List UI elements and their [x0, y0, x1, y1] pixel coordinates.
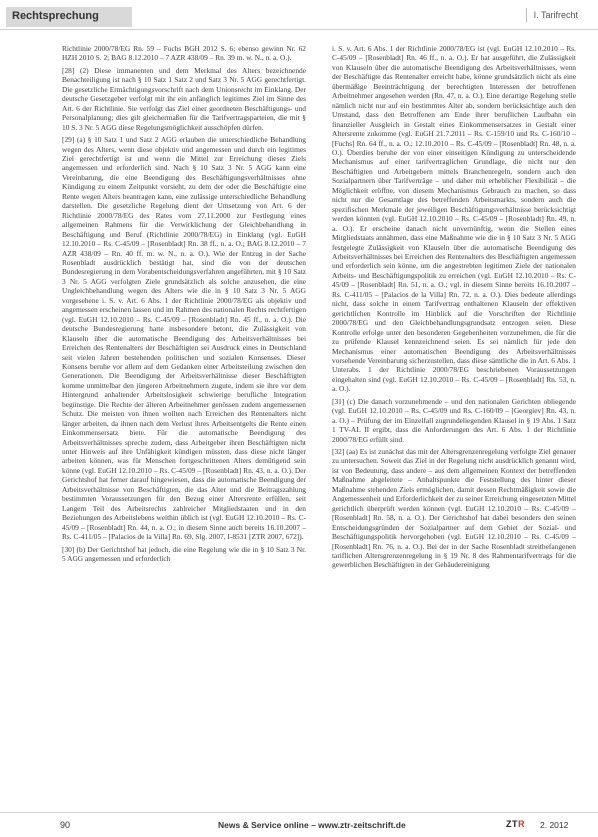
paragraph: [29] (a) § 10 Satz 1 und Satz 2 AGG erlauben die unterschiedliche Behandlung wegen des Alters, wenn diese objektiv und angemessen und durch ein legitimes Ziel gerechtfertigt ist und wenn die Mittel zur Erreichung dieses Ziels angemessen und erforderlich sind. Nach § 10 Satz 3 Nr. 5 AGG kann eine Vereinbarung, die eine Beendigung des Beschäftigungsverhältnisses ohne Kündigung zu einem Zeitpunkt vorsieht, zu dem der oder die Beschäftigte eine Rente wegen Alters beantragen kann, eine zulässige unterschiedliche Behandlung darstellen. Die gesetzliche Regelung dient der Umsetzung von Art. 6 der Richtlinie 2000/78/EG des Rates vom 27.11.2000 zur Festlegung eines allgemeinen Rahmens für die Verwirklichung der Gleichbehandlung in Beschäftigung und Beruf (Richtlinie 2000/78/EG) in Einklang (vgl. EuGH 12.10.2010 – Rs. C-45/09 – [Rosenbladt] Rn. 38 ff., n. a. O.; BAG 8.12.2010 – 7 AZR 438/09 – Rn. 40 ff. m. w. N., n. a. O.). Wie der Entzug in der Sache Rosenbladt ausdrücklich bestätigt hat, sind die von der deutschen Bundesregierung in dem Vorabentscheidungsverfahren angeführten, mit § 10 Satz 3 Nr. 5 AGG verfolgten Ziele grundsätzlich als solche anzusehen, die eine Ungleichbehandlung wegen des Alters wie die in § 10 Satz 3 Nr. 5 AGG vorgesehene i. S. v. Art. 6 Abs. 1 der Richtlinie 2000/78/EG als objektiv und angemessen erscheinen lassen und im Rahmen des nationalen Rechts rechtfertigen (vgl. EuGH 12.10.2010 – Rs. C-45/09 – [Rosenbladt] Rn. 45 ff., n. a. O.). Die deutsche Bundesregierung hatte insbesondere betont, die Zulässigkeit von Klauseln über die automatische Beendigung des Arbeitsverhältnisses bei Erreichen des Rentenalters der Beschäftigten sei Ausdruck eines in Deutschland seit vielen Jahren bestehenden politischen und sozialen Konsenses. Dieser Konsens beruhe vor allem auf dem Gedanken einer Arbeitsteilung zwischen den Generationen. Die Beendigung der Arbeitsverhältnisse dieser Beschäftigten komme unmittelbar den jüngeren Arbeitnehmern zugute, indem sie ihre vor dem Hintergrund anhaltender Arbeitslosigkeit schwierige berufliche Integration begünstige. Die Rechte der älteren Arbeitnehmer genössen zudem angemessenen Schutz. Die meisten von ihnen wollten nach Erreichen des Rentenalters nicht länger arbeiten, da ihnen nach dem Verlust ihres Arbeitsentgelts die Rente einen Einkommensersatz biete. Für die automatische Beendigung des Arbeitsverhältnisses spreche zudem, dass Arbeitgeber ihren Beschäftigten nicht unter Hinweis auf ihre Unfähigkeit kündigen müssten, dass diese nicht länger arbeiten können, was für Menschen fortgeschrittenen Alters demütigend sein könne (vgl. EuGH 12.10.2010 – Rs. C-45/09 – [Rosenbladt] Rn. 43, n. a. O.). Der Gerichtshof hat ferner darauf hingewiesen, dass die automatische Beendigung der Arbeitsverhältnisse von Beschäftigten, die das Alter und die Beitragszahlung bestimmten Voraussetzungen für den Bezug einer Altersrente erfüllen, seit Langem Teil des Arbeitsrechts zahlreicher Mitgliedstaaten und in den Beziehungen des Arbeitslebens weithin üblich ist (vgl. EuGH 12.10.2010 – Rs. C-45/09 – [Rosenbladt] Rn. 44, n. a. O.; in diesem Sinne auch bereits 16.10.2007 – Rs. C-411/05 – [Palacios de la Villa] Rn. 69, Slg. 2007, I-8531 [ZTR 2007, 672]). — [62, 135, 306, 542]
paragraph: [28] (2) Diese immanenten und dem Merkmal des Alters bezeichnende Benachteiligung ist nach § 10 Satz 1 Satz 2 und Satz 3 Nr. 5 AGG gerechtfertigt. Die gesetzliche Ermächtigungsvorschrift nach dem Unionsrecht im Einklang. Der deutsche Gesetzgeber verfolgt mit ihr ein anfänglich legitimes Ziel im Sinne des Art. 6 der Richtlinie. Sie verfolgt das Ziel einer geordneten Beschäftigungs- und Personalplanung; dies gilt gleichermaßen für die Tarifvertragsparteien, die mit § 10 S. 3 Nr. 5 AGG diese Regelungsmöglichkeit ausschöpfen dürfen. — [62, 65, 306, 132]
paragraph: [30] (b) Der Gerichtshof hat jedoch, die eine Regelung wie die in § 10 Satz 3 Nr. 5 AGG angemessen und erforderlich — [62, 544, 306, 564]
section-label: Rechtsprechung — [6, 7, 132, 27]
page-number: 90 — [60, 820, 71, 830]
paragraph: Richtlinie 2000/78/EG Rn. 59 – Fuchs BGH 2012 S. 6; ebenso gewinn Nr. 62 HZH 2010 S. 2; BAG 8.12.2010 – 7 AZR 438/09 – Rn. 39 m. w. N., n. a. O.). — [62, 44, 306, 63]
website-link[interactable]: News & Service online – www.ztr-zeitschrift.de — [218, 820, 406, 830]
logo-main-text: ZT — [506, 819, 518, 829]
journal-logo — [506, 819, 525, 829]
page-footer — [0, 812, 598, 837]
paragraph: [32] (aa) Es ist zunächst das mit der Altersgrenzenregelung verfolgte Ziel genauer zu untersuchen. Soweit das Ziel in der Regelung nicht ausdrücklich genannt wird, ist von Bedeutung, dass andere – aus dem allgemeinen Kontext der betreffenden Maßnahme abgeleitete – Anhaltspunkte die Feststellung des hinter dieser Maßnahme stehenden Ziels ermöglichen, damit dessen Rechtmäßigkeit sowie die Angemessenheit und Erforderlichkeit der zu seiner Erreichung eingesetzten Mittel gerichtlich überprüft werden können (vgl. EuGH 12.10.2010 – Rs. C-45/09 – [Rosenbladt] Rn. 58, n. a. O.). Der Gerichtshof hat dabei besonders den seinen Entscheidungsgründen der Sozialpartner auf dem Gebiet der Sozial- und Beschäftigungspolitik hervorgehoben (vgl. EuGH 12.10.2010 – Rs. C-45/09 – [Rosenbladt] Rn. 76, n. a. O.). Bei der in der Sache Rosenbladt streitbefangenen tariflichen Altersgrenzenregelung in § 19 Nr. 8 des Rahmentarifvertrags für die gewerblichen Beschäftigten in der Gebäudereinigung — [332, 447, 576, 570]
paragraph: i. S. v. Art. 6 Abs. 1 der Richtlinie 2000/78/EG ist (vgl. EuGH 12.10.2010 – Rs. C-45/09 – [Rosenbladt] Rn. 46 ff., n. a. O.). Er hat ausgeführt, die Zulässigkeit von Klauseln über die automatische Beendigung des Arbeitsverhältnisses, wenn der Beschäftigte das Rentenalter erreicht habe, könne grundsätzlich nicht als eine übermäßige Beeinträchtigung der berechtigten Interessen der betroffenen Arbeitnehmer angesehen werden (Rn. 47, n. a. O.). Eine derartige Regelung stelle nämlich nicht nur auf ein bestimmtes Alter ab, sondern berücksichtige auch den Umstand, dass den Betroffenen am Ende ihrer beruflichen Laufbahn ein finanzieller Ausgleich in Gestalt eines Einkommensersatzes in Gestalt einer Altersrente zukomme (vgl. EuGH 21.7.2011 – Rs. C-159/10 und Rs. C-160/10 – [Fuchs] Rn. 64 ff., n. a. O.; 12.10.2010 – Rs. C-45/09 – [Rosenbladt] Rn. 48, n. a. O.). Überdies beruhe der von einer einseitigen Kündigung zu unterscheidende Mechanismus auf einer tarifvertraglichen Grundlage, die nicht nur den Beschäftigten und Arbeitgebern mittels Branchenregeln, sondern auch den Sozialpartnern über Tarifverträge – und daher mit erheblicher Flexibilität – die Möglichkeit eröffne, von diesem Mechanismus Gebrauch zu machen, so dass nicht nur die Gesamtlage des betreffenden Arbeitsmarkts, sondern auch die spezifischen Merkmale der jeweiligen Beschäftigungsverhältnisse berücksichtigt werden könnten (vgl. EuGH 12.10.2010 – Rs. C-45/09 – [Rosenbladt] Rn. 49, n. a. O.). Er erscheine danach nicht unvernünftig, wenn die Stellen eines Mitgliedstaats annähmen, dass eine Maßnahme wie die in § 10 Satz 3 Nr. 5 AGG festgelegte Zulässigkeit von Klauseln über die automatische Beendigung des Arbeitsverhältnisses bei Erreichen des Rentenalters des Beschäftigten angemessen und erforderlich sein könne, um die angestrebten legitimen Ziele der nationalen Arbeits- und Beschäftigungspolitik zu erreichen (vgl. EuGH 12.10.2010 – Rs. C-45/09 – [Rosenbladt] Rn. 51, n. a. O.; vgl. in diesem Sinne bereits 16.10.2007 – Rs. C-411/05 – [Palacios de la Villa] Rn. 72, n. a. O.). Dies bedeute allerdings nicht, dass solche in einem Tarifvertrag enthaltenen Klauseln der effektiven gerichtlichen Kontrolle im Hinblick auf die Vorschriften der Richtlinie 2000/78/EG und den Gleichbehandlungsgrundsatz entzogen seien. Diese Kontrolle erfolge unter den besonderen Gegebenheiten vorzunehmen, die für die zu prüfende Klausel kennzeichnend seien. Es sei nämlich für jede den Mechanismus einer automatischen Beendigung des Arbeitsverhältnisses vorsehende Vereinbarung sicherzustellen, dass diese sämtliche die in Art. 6 Abs. 1 Unterabs. 1 der Richtlinie 2000/78/EG beschriebenen Voraussetzungen eingehalten sind (vgl. EuGH 12.10.2010 – Rs. C-45/09 – [Rosenbladt] Rn. 53, n. a. O.). — [332, 44, 576, 394]
right-column — [332, 44, 576, 806]
paragraph: [31] (c) Die danach vorzunehmende – und den nationalen Gerichten obliegende (vgl. EuGH 12.10.2010 – Rs. C-45/09 und Rs. C-160/09 – [Georgiev] Rn. 43, n. a. O.) – Prüfung der im Einzelfall zugrundeliegenden Klausel in § 19 Abs. 1 Satz 1 TV-AL II ergibt, dass die Anforderungen des Art. 6 Abs. 1 der Richtlinie 2000/78/EG erfüllt sind. — [332, 396, 576, 444]
page-header — [0, 0, 598, 30]
section-topic: I. Tarifrecht — [533, 10, 578, 20]
logo-accent-text: R — [518, 819, 525, 829]
issue-number: 2. 2012 — [540, 820, 569, 830]
left-column — [62, 44, 306, 806]
